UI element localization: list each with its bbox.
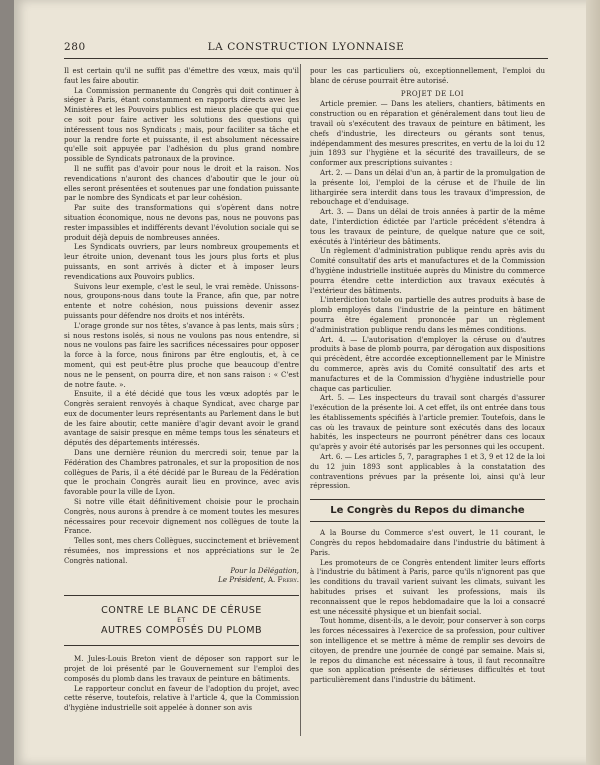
- paragraph: Un règlement d'administration publique rendu après avis du Comité consultatif des arts et manufactures et de la Commission d'hygiène industrielle instituée auprès du Ministre du commerce pourra étendre cette interdiction aux travaux exécutés à l'extérieur des bâtiments.: [310, 246, 545, 295]
- paragraph: Art. 2. — Dans un délai d'un an, à partir de la promulgation de la présente loi, l'emploi de la céruse et de l'huile de lin lithargirée sera interdit dans tous les travaux d'impression, de rebouchage et d'enduisage.: [310, 167, 545, 207]
- signature-role: Le Président,: [218, 575, 266, 585]
- right-column: [310, 66, 545, 685]
- paragraph: Les promoteurs de ce Congrès entendent limiter leurs efforts à l'industrie du bâtiment à Paris, parce qu'ils n'ignorent pas que les conditions du travail varient suivant les climats, suivant les habitudes prises et suivant les professions, mais ils reconnaissent que le repos hebdomadaire que la loi a consacré est une nécessité physique et un bienfait social.: [310, 557, 545, 616]
- signature-delegation: Pour la Délégation,: [230, 565, 299, 575]
- paragraph: A la Bourse du Commerce s'est ouvert, le 11 courant, le Congrès du repos hebdomadaire dans l'industrie du bâtiment à Paris.: [310, 528, 545, 557]
- paragraph: Art. 3. — Dans un délai de trois années à partir de la même date, l'interdiction édictée par l'article précédent s'étendra à tous les travaux de peinture, de quelque nature que ce soit, exécutés à l'intérieur des bâtiments.: [310, 207, 545, 246]
- paragraph: Les Syndicats ouvriers, par leurs nombreux groupements et leur étroite union, devenant tous les jours plus forts et plus puissants, en sont arrivés à dicter et à imposer leurs revendications aux Pouvoirs publics.: [64, 242, 299, 281]
- projet-de-loi-heading: PROJET DE LOI: [400, 89, 465, 98]
- left-column: [64, 66, 299, 713]
- paragraph: Il est certain qu'il ne suffit pas d'émettre des vœux, mais qu'il faut les faire aboutir.: [64, 66, 299, 85]
- paragraph: Il ne suffit pas d'avoir pour nous le droit et la raison. Nos revendications n'auront des chances d'aboutir que le jour où elles seront présentées et soutenues par une fondation puissante par le nombre des Syndicats et par leur cohésion.: [64, 163, 299, 203]
- section-title-et: ET: [177, 617, 186, 625]
- paragraph: Par suite des transformations qui s'opèrent dans notre situation économique, nous ne devons pas, nous ne pouvons pas rester impassibles et indifférents devant l'évolution sociale qui se produit déjà depuis de nombreuses années.: [64, 203, 299, 242]
- section-title-repos-dimanche: Le Congrès du Repos du dimanche: [330, 505, 525, 517]
- page-edge: [586, 0, 600, 765]
- paragraph: Art. 5. — Les inspecteurs du travail sont chargés d'assurer l'exécution de la présente loi. A cet effet, ils ont entrée dans tous les établissements spécifiés à l'article premier. Toutefois, dans le cas où les travaux de peinture sont exécutés dans des locaux habités, les inspecteurs ne pourront pénétrer dans ces locaux qu'après y avoir été autorisés par les personnes qui les occupent.: [310, 393, 545, 452]
- paragraph: pour les cas particuliers où, exceptionnellement, l'emploi du blanc de céruse pourrait être autorisé.: [310, 66, 545, 85]
- section-rule: [310, 499, 545, 500]
- paragraph: Suivons leur exemple, c'est le seul, le vrai remède. Unissons-nous, groupons-nous dans toute la France, afin que, par notre entente et notre cohésion, nous puissions devenir assez puissants pour défendre nos droits et nos intérêts.: [64, 281, 299, 320]
- paragraph: Ensuite, il a été décidé que tous les vœux adoptés par le Congrès seraient renvoyés à chaque Syndicat, avec charge par eux de documenter leurs représentants au Parlement dans le but de les faire aboutir, cette manière d'agir devant avoir le grand avantage de saisir presque en même temps tous les sénateurs et députés des départements intéressés.: [64, 389, 299, 448]
- paragraph: L'interdiction totale ou partielle des autres produits à base de plomb employés dans l'industrie de la peinture en bâtiment pourra être également prononcée par un règlement d'administration publique rendu dans les mêmes conditions.: [310, 295, 545, 334]
- section-rule: [310, 521, 545, 522]
- section-title-ceruse: [64, 605, 299, 637]
- section-title-line1: CONTRE LE BLANC DE CÉRUSE: [101, 605, 262, 617]
- column-divider: [300, 64, 301, 736]
- paragraph: Dans une dernière réunion du mercredi soir, tenue par la Fédération des Chambres patronales, et sur la proposition de nos collègues de Paris, il a été décidé par le Bureau de la Fédération que le prochain Congrès aurait lieu en province, avec avis favorable pour la ville de Lyon.: [64, 448, 299, 497]
- section-rule: [64, 595, 299, 596]
- header-rule: [64, 58, 548, 59]
- paragraph: Si notre ville était définitivement choisie pour le prochain Congrès, nous aurons à prendre à ce moment toutes les mesures nécessaires pour recevoir dignement nos collègues de toute la France.: [64, 497, 299, 536]
- section-title-line2: AUTRES COMPOSÉS DU PLOMB: [100, 625, 263, 637]
- running-title: LA CONSTRUCTION LYONNAISE: [207, 41, 405, 53]
- page-header: [64, 41, 548, 55]
- paragraph: Art. 4. — L'autorisation d'employer la céruse ou d'autres produits à base de plomb pourra, par dérogation aux dispositions qui précèdent, être accordée exceptionnellement par le Ministre du commerce, après avis du Comité consultatif des arts et manufactures et de la Commission d'hygiène industrielle pour chaque cas particulier.: [310, 334, 545, 393]
- page-number: 280: [64, 41, 86, 53]
- paragraph: La Commission permanente du Congrès qui doit continuer à siéger à Paris, étant constamment en rapports directs avec les Ministères et les Pouvoirs publics est mieux placée que qui que ce soit pour faire activer les solutions des questions qui intéressent tous nos Syndicats ; mais, pour faciliter sa tâche et pour la rendre forte et puissante, il est absolument nécessaire qu'elle soit appuyée par l'adhésion du plus grand nombre possible de Syndicats patronaux de la province.: [64, 85, 299, 164]
- paragraph: Telles sont, mes chers Collègues, succinctement et brièvement résumées, nos impressions et nos appréciations sur le 2e Congrès national.: [64, 536, 299, 565]
- paragraph: Tout homme, disent-ils, a le devoir, pour conserver à son corps les forces nécessaires à l'exercice de sa profession, pour cultiver son intelligence et se mettre à même de remplir ses devoirs de citoyen, de prendre une journée de congé par semaine. Mais si, le repos du dimanche est nécessaire à tous, il faut reconnaître que son application présente de sérieuses difficultés et tout particulièrement dans l'industrie du bâtiment.: [310, 616, 545, 685]
- paragraph: M. Jules-Louis Breton vient de déposer son rapport sur le projet de loi présenté par le Gouvernement sur l'emploi des composés du plomb dans les travaux de peinture en bâtiments.: [64, 654, 299, 683]
- section-rule: [64, 645, 299, 646]
- paragraph: Art. 6. — Les articles 5, 7, paragraphes 1 et 3, 9 et 12 de la loi du 12 juin 1893 sont applicables à la constatation des contraventions prévues par la présente loi, ainsi qu'à leur répression.: [310, 452, 545, 491]
- signature-name: A. Frery.: [267, 575, 299, 585]
- paragraph: Le rapporteur conclut en faveur de l'adoption du projet, avec cette réserve, toutefois, relative à l'article 4, que la Commission d'hygiène industrielle soit appelée à donner son avis: [64, 683, 299, 713]
- paragraph: Article premier. — Dans les ateliers, chantiers, bâtiments en construction ou en réparation et généralement dans tout lieu de travail où s'exécutent des travaux de peinture en bâtiment, les chefs d'industrie, les directeurs ou gérants sont tenus, indépendamment des mesures prescrites, en vertu de la loi du 12 juin 1893 sur l'hygiène et la sécurité des travailleurs, de se conformer aux prescriptions suivantes :: [310, 99, 545, 168]
- paragraph: L'orage gronde sur nos têtes, s'avance à pas lents, mais sûrs ; si nous restons isolés, si nous ne voulons pas nous entendre, si nous ne voulons pas faire les sacrifices nécessaires pour opposer la force à la force, nous finirons par être engloutis, et, à ce moment, qui est peut-être plus proche que beaucoup d'entre nous ne le pensent, on pourra dire, et non sans raison : « C'est de notre faute. ».: [64, 320, 299, 389]
- signature-president: [64, 575, 299, 585]
